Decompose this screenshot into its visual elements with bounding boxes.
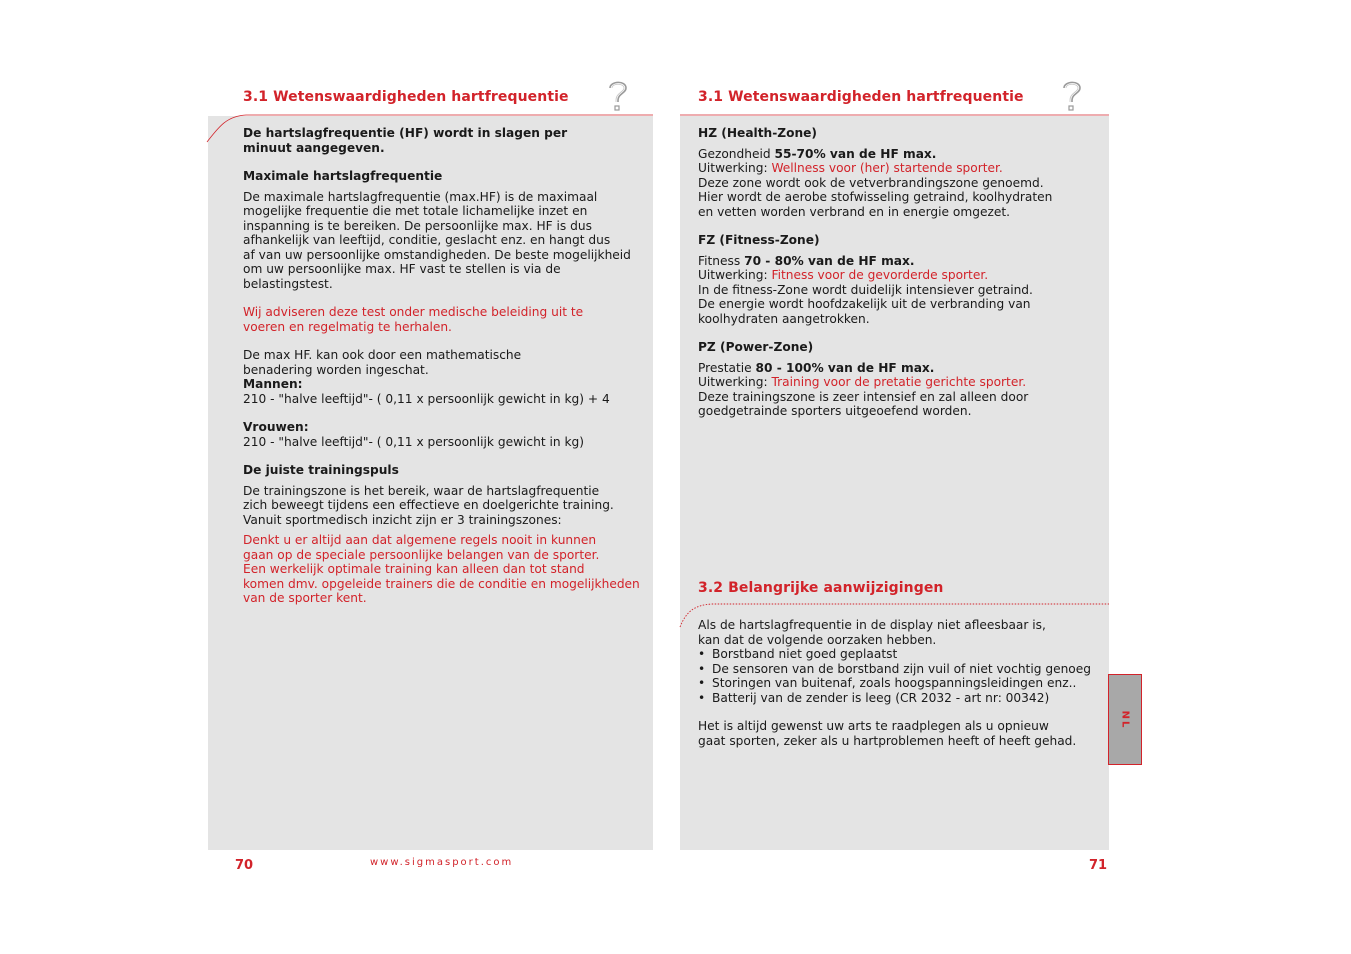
list-item: • Borstband niet goed geplaatst	[698, 647, 1103, 662]
page-number-right: 71	[1089, 858, 1108, 873]
pulse-note-line: van de sporter kent.	[243, 591, 367, 605]
causes-list	[698, 647, 1103, 705]
notes-title: 3.2 Belangrijke aanwijzigingen	[698, 580, 944, 596]
notes-column	[698, 618, 1103, 748]
zone-heading: HZ (Health-Zone)	[698, 126, 818, 140]
zone-text-line: koolhydraten aangetrokken.	[698, 311, 870, 326]
closing-line: gaat sporten, zeker als u hartproblemen heeft of heeft gehad.	[698, 733, 1077, 748]
pulse-note-line: gaan op de speciale persoonlijke belangen van de sporter.	[243, 547, 600, 562]
language-tab[interactable]	[1108, 674, 1142, 765]
zone-text-line: De energie wordt hoofdzakelijk uit de verbranding van	[698, 297, 1031, 311]
max-hr-text-line: mogelijke frequentie die met totale lichamelijke inzet en	[243, 204, 588, 218]
zone-effect: Uitwerking: Training voor de pretatie gerichte sporter.	[698, 375, 1027, 389]
notes-intro-line: kan dat de volgende oorzaken hebben.	[698, 632, 937, 647]
zone-block-health	[698, 126, 1098, 219]
pulse-text-line: De trainingszone is het bereik, waar de hartslagfrequentie	[243, 483, 600, 498]
pulse-heading: De juiste trainingspuls	[243, 463, 399, 477]
zone-text-line: In de fitness-Zone wordt duidelijk intensiever getraind.	[698, 282, 1033, 297]
zone-text-line: Hier wordt de aerobe stofwisseling getraind, koolhydraten	[698, 190, 1053, 204]
max-hr-text-line: inspanning is te bereiken. De persoonlijke max. HF is dus	[243, 218, 592, 233]
intro-line: minuut aangegeven.	[243, 140, 385, 155]
pulse-text-line: zich beweegt tijdens een effectieve en doelgerichte training.	[243, 498, 614, 512]
pulse-text-line: Vanuit sportmedisch inzicht zijn er 3 trainingszones:	[243, 512, 562, 527]
zone-range: Prestatie 80 - 100% van de HF max.	[698, 360, 935, 375]
language-tab-label: NL	[1119, 710, 1131, 729]
zone-block-fitness	[698, 233, 1098, 326]
advice-line: voeren en regelmatig te herhalen.	[243, 319, 452, 334]
zone-range: Gezondheid 55-70% van de HF max.	[698, 146, 937, 161]
zone-effect: Uitwerking: Fitness voor de gevorderde sporter.	[698, 268, 989, 282]
zone-text-line: en vetten worden verbrand en in energie omgezet.	[698, 204, 1010, 219]
right-page-title: 3.1 Wetenswaardigheden hartfrequentie	[698, 89, 1024, 105]
list-item: • Storingen van buitenaf, zoals hoogspanningsleidingen enz..	[698, 676, 1103, 691]
list-item: • De sensoren van de borstband zijn vuil of niet vochtig genoeg	[698, 662, 1103, 677]
pulse-note-line: Een werkelijk optimale training kan alleen dan tot stand	[243, 562, 585, 576]
zones-column	[698, 126, 1098, 419]
men-label: Mannen:	[243, 377, 303, 391]
zone-text-line: Deze trainingszone is zeer intensief en zal alleen door	[698, 389, 1029, 404]
math-text-line: benadering worden ingeschat.	[243, 362, 429, 377]
question-mark-icon	[606, 78, 630, 112]
closing-line: Het is altijd gewenst uw arts te raadplegen als u opnieuw	[698, 719, 1049, 733]
max-hr-text-line: om uw persoonlijke max. HF vast te stellen is via de	[243, 262, 561, 276]
pulse-note-line: Denkt u er altijd aan dat algemene regels nooit in kunnen	[243, 533, 597, 547]
zone-text-line: goedgetrainde sporters uitgeoefend worden.	[698, 404, 972, 418]
max-hr-text-line: af van uw persoonlijke omstandigheden. De beste mogelijkheid	[243, 247, 631, 262]
intro-line: De hartslagfrequentie (HF) wordt in slagen per	[243, 126, 568, 140]
notes-intro-line: Als de hartslagfrequentie in de display niet afleesbaar is,	[698, 618, 1046, 632]
left-column	[243, 126, 643, 606]
zone-effect: Uitwerking: Wellness voor (her) startende sporter.	[698, 161, 1003, 175]
men-formula: 210 - "halve leeftijd"- ( 0,11 x persoonlijk gewicht in kg) + 4	[243, 391, 610, 406]
website-link[interactable]: www.sigmasport.com	[370, 857, 514, 868]
max-hr-text-line: De maximale hartslagfrequentie (max.HF) is de maximaal	[243, 189, 598, 204]
max-hr-heading: Maximale hartslagfrequentie	[243, 169, 443, 183]
question-mark-icon	[1060, 78, 1084, 112]
max-hr-text-line: afhankelijk van leeftijd, conditie, geslacht enz. en hangt dus	[243, 233, 611, 247]
advice-line: Wij adviseren deze test onder medische beleiding uit te	[243, 305, 584, 319]
zone-heading: PZ (Power-Zone)	[698, 340, 814, 354]
zone-block-power	[698, 340, 1098, 419]
zone-range: Fitness 70 - 80% van de HF max.	[698, 253, 915, 268]
max-hr-text-line: belastingstest.	[243, 276, 333, 291]
zone-heading: FZ (Fitness-Zone)	[698, 233, 820, 247]
list-item: • Batterij van de zender is leeg (CR 2032 - art nr: 00342)	[698, 691, 1103, 706]
page-number-left: 70	[235, 858, 254, 873]
women-label: Vrouwen:	[243, 420, 309, 434]
zone-text-line: Deze zone wordt ook de vetverbrandingszone genoemd.	[698, 175, 1044, 190]
left-page-title: 3.1 Wetenswaardigheden hartfrequentie	[243, 89, 569, 105]
pulse-note-line: komen dmv. opgeleide trainers die de conditie en mogelijkheden	[243, 576, 640, 591]
math-text-line: De max HF. kan ook door een mathematische	[243, 348, 522, 362]
women-formula: 210 - "halve leeftijd"- ( 0,11 x persoonlijk gewicht in kg)	[243, 434, 585, 449]
